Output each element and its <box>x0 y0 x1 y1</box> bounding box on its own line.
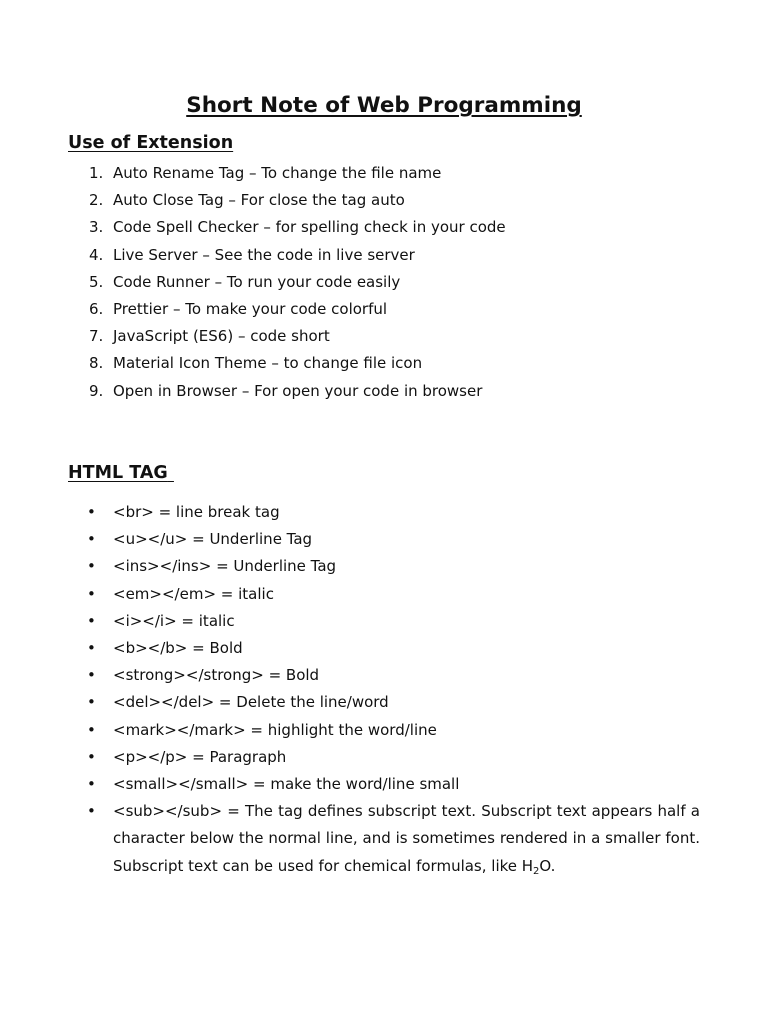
list-item <box>68 689 700 716</box>
list-item <box>68 581 700 608</box>
list-number: 8. <box>89 354 104 373</box>
bullet-icon: • <box>87 503 96 521</box>
list-item-text: <em></em> = italic <box>113 584 274 603</box>
list-item <box>68 608 700 635</box>
list-item-text: Material Icon Theme – to change file icon <box>113 354 423 373</box>
list-item-text: <br> = line break tag <box>113 503 280 521</box>
html-tag-list <box>68 499 700 880</box>
bullet-icon: • <box>87 775 96 794</box>
list-item <box>68 269 708 296</box>
list-number: 3. <box>89 218 104 237</box>
bullet-icon: • <box>87 693 96 712</box>
list-item-text: Live Server – See the code in live server <box>113 245 415 264</box>
list-item <box>68 160 708 187</box>
list-item-text: Auto Close Tag – For close the tag auto <box>113 191 405 210</box>
list-item-text: <del></del> = Delete the line/word <box>113 693 389 712</box>
list-item-text: Code Runner – To run your code easily <box>113 272 401 291</box>
bullet-icon: • <box>87 530 96 549</box>
extension-section-heading: Use of Extension <box>68 133 234 153</box>
list-item <box>68 214 708 241</box>
bullet-icon: • <box>87 639 96 658</box>
list-item <box>68 323 708 350</box>
list-item <box>68 771 700 798</box>
bullet-icon: • <box>87 666 96 685</box>
bullet-icon: • <box>87 557 96 576</box>
list-item-text: <mark></mark> = highlight the word/line <box>113 720 437 739</box>
list-item <box>68 662 700 689</box>
bullet-icon: • <box>87 802 96 821</box>
list-item-text: <b></b> = Bold <box>113 639 243 658</box>
list-item-text: Auto Rename Tag – To change the file name <box>113 164 442 182</box>
list-item-text: Code Spell Checker – for spelling check in your code <box>113 218 506 237</box>
list-item-text: Prettier – To make your code colorful <box>113 299 388 318</box>
subscript-suffix: O. <box>539 856 556 875</box>
list-item-text: <u></u> = Underline Tag <box>113 530 313 549</box>
list-number: 7. <box>89 327 104 346</box>
list-item-text: <i></i> = italic <box>113 611 235 630</box>
list-number: 1. <box>89 164 104 182</box>
list-item-subscript <box>68 798 700 880</box>
list-item-text: <ins></ins> = Underline Tag <box>113 557 337 576</box>
list-item <box>68 717 700 744</box>
list-item <box>68 744 700 771</box>
list-item <box>68 378 708 405</box>
list-number: 4. <box>89 245 104 264</box>
subscript-description: <sub></sub> = The tag defines subscript text. Subscript text appears half a character below the normal line, and is sometimes rendered in a smaller font. Subscript text can be used for chemical formulas, like H <box>113 802 700 875</box>
list-item-text: Open in Browser – For open your code in browser <box>113 381 483 400</box>
subscript-digit: 2 <box>533 865 540 877</box>
page-title: Short Note of Web Programming <box>186 93 582 118</box>
list-item <box>68 187 708 214</box>
list-item-text: <p></p> = Paragraph <box>113 747 287 766</box>
list-item-text: <strong></strong> = Bold <box>113 666 320 685</box>
list-number: 5. <box>89 272 104 291</box>
list-number: 2. <box>89 191 104 210</box>
list-item <box>68 526 700 553</box>
list-number: 6. <box>89 299 104 318</box>
bullet-icon: • <box>87 720 96 739</box>
list-item <box>68 296 708 323</box>
html-tag-section-heading: HTML TAG <box>68 463 168 483</box>
list-item <box>68 553 700 580</box>
list-number: 9. <box>89 381 104 400</box>
extension-list <box>68 160 708 405</box>
list-item <box>68 350 708 377</box>
bullet-icon: • <box>87 611 96 630</box>
list-item <box>68 242 708 269</box>
list-item-text <box>113 798 700 880</box>
list-item-text: <small></small> = make the word/line small <box>113 775 460 794</box>
bullet-icon: • <box>87 584 96 603</box>
list-item <box>68 635 700 662</box>
list-item <box>68 499 700 526</box>
list-item-text: JavaScript (ES6) – code short <box>113 327 330 346</box>
bullet-icon: • <box>87 747 96 766</box>
